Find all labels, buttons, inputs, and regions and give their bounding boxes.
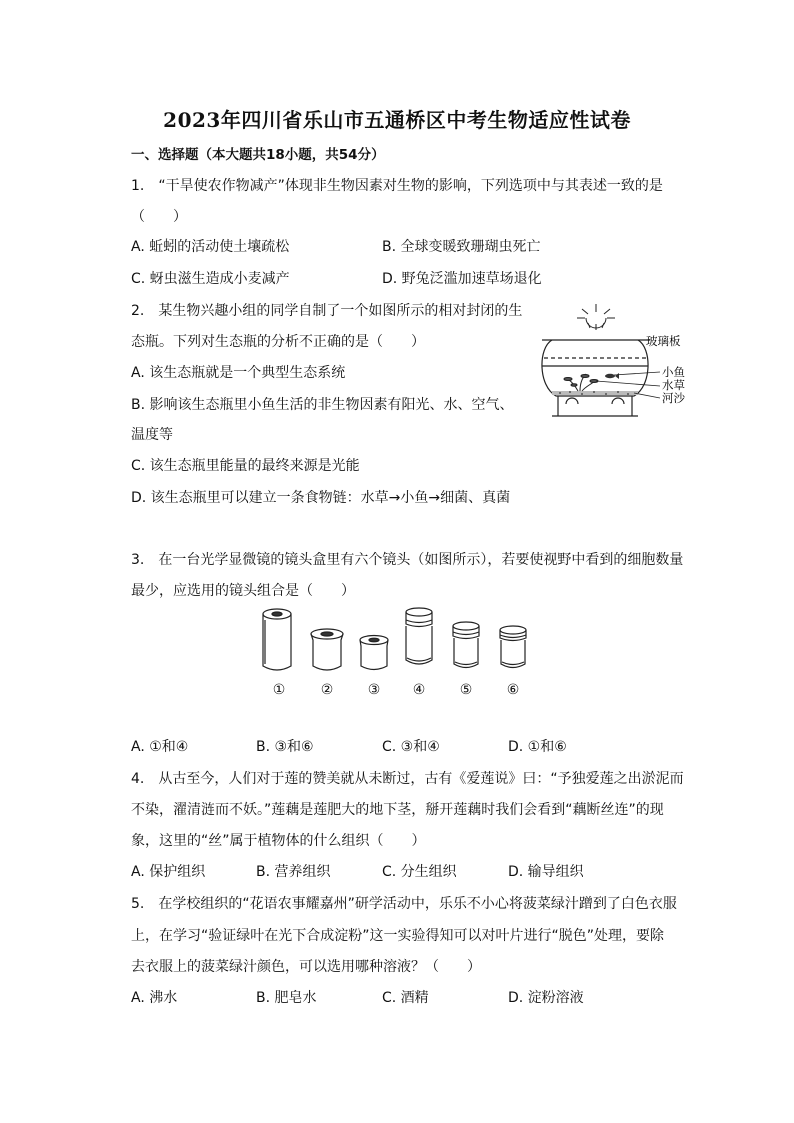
question-5-option-d: D. 淀粉溶液 [508,990,584,1006]
question-1-option-c: C. 蚜虫滋生造成小麦减产 [131,271,290,287]
question-5-stem-line-3: 去衣服上的菠菜绿汁颜色，可以选用哪种溶液？（ ） [131,959,481,975]
question-4-option-a: A. 保护组织 [131,864,206,880]
lens-6-objective-short [500,626,526,668]
question-1-option-a: A. 蚯蚓的活动使土壤疏松 [131,239,290,255]
sun-icon [577,304,615,330]
page-title: 2023年四川省乐山市五通桥区中考生物适应性试卷 [163,108,631,132]
question-3-stem-line-2: 最少，应选用的镜头组合是（ ） [131,583,355,599]
question-1-stem-line-1: 1. “干旱使农作物减产”体现非生物因素对生物的影响，下列选项中与其表述一致的是 [131,178,663,194]
lens-3-eyepiece-short [360,636,388,670]
question-4-option-c: C. 分生组织 [382,864,457,880]
question-2-option-c: C. 该生态瓶里能量的最终来源是光能 [131,458,360,474]
small-fish [605,373,619,379]
question-5-stem-line-2: 上，在学习“验证绿叶在光下合成淀粉”这一实验得知可以对叶片进行“脱色”处理，要除 [131,928,665,944]
question-4-option-b: B. 营养组织 [256,864,331,880]
label-small-fish: 小鱼 [662,365,685,379]
lens-label-1: ① [272,682,286,698]
question-5-stem-line-1: 5. 在学校组织的“花语农事耀嘉州”研学活动中，乐乐不小心将菠菜绿汁蹭到了白色衣服 [131,896,677,912]
question-3-option-d: D. ①和⑥ [508,739,567,755]
question-5-option-a: A. 沸水 [131,990,178,1006]
question-2-stem-line-2: 态瓶。下列对生态瓶的分析不正确的是（ ） [131,334,425,350]
question-2-option-b-line-2: 温度等 [131,427,173,443]
question-4-option-d: D. 输导组织 [508,864,584,880]
lens-1-eyepiece-long [263,609,291,670]
question-4-stem-line-3: 象，这里的“丝”属于植物体的什么组织（ ） [131,833,426,849]
lens-label-4: ④ [412,682,426,698]
eco-bottle-figure [530,300,690,425]
question-3-option-c: C. ③和④ [382,739,440,755]
lens-label-5: ⑤ [459,682,473,698]
lens-5-objective-medium [453,622,479,668]
question-1-stem-line-2: （ ） [131,209,187,225]
question-4-stem-line-1: 4. 从古至今，人们对于莲的赞美就从未断过，古有《爱莲说》曰：“予独爱莲之出淤泥而 [131,771,684,787]
question-2-option-a: A. 该生态瓶就是一个典型生态系统 [131,365,346,381]
river-sand [552,391,638,395]
label-river-sand: 河沙 [662,391,685,405]
question-1-option-d: D. 野兔泛滥加速草场退化 [382,271,542,287]
lens-label-6: ⑥ [506,682,520,698]
lens-set-figure [255,604,545,704]
question-3-option-a: A. ①和④ [131,739,189,755]
waterweed [564,374,598,391]
section-heading: 一、选择题（本大题共18小题，共54分） [131,147,385,163]
question-5-option-c: C. 酒精 [382,990,429,1006]
lens-2-eyepiece-medium [311,629,343,670]
question-3-option-b: B. ③和⑥ [256,739,314,755]
question-2-option-d: D. 该生态瓶里可以建立一条食物链：水草→小鱼→细菌、真菌 [131,490,511,506]
bottle-outline [542,340,650,416]
question-3-stem-line-1: 3. 在一台光学显微镜的镜头盒里有六个镜头（如图所示），若要使视野中看到的细胞数量 [131,552,684,568]
question-2-option-b-line-1: B. 影响该生态瓶里小鱼生活的非生物因素有阳光、水、空气、 [131,397,514,413]
label-waterweed: 水草 [662,378,685,392]
question-2-stem-line-1: 2. 某生物兴趣小组的同学自制了一个如图所示的相对封闭的生 [131,303,523,319]
lens-4-objective-long [406,608,432,664]
label-glass-plate: 玻璃板 [646,334,681,348]
question-1-option-b: B. 全球变暖致珊瑚虫死亡 [382,239,541,255]
lens-label-2: ② [320,682,334,698]
lens-label-3: ③ [367,682,381,698]
figure-leader-lines [596,340,660,398]
question-5-option-b: B. 肥皂水 [256,990,317,1006]
question-4-stem-line-2: 不染，濯清涟而不妖。”莲藕是莲肥大的地下茎，掰开莲藕时我们会看到“藕断丝连”的现 [131,802,664,818]
